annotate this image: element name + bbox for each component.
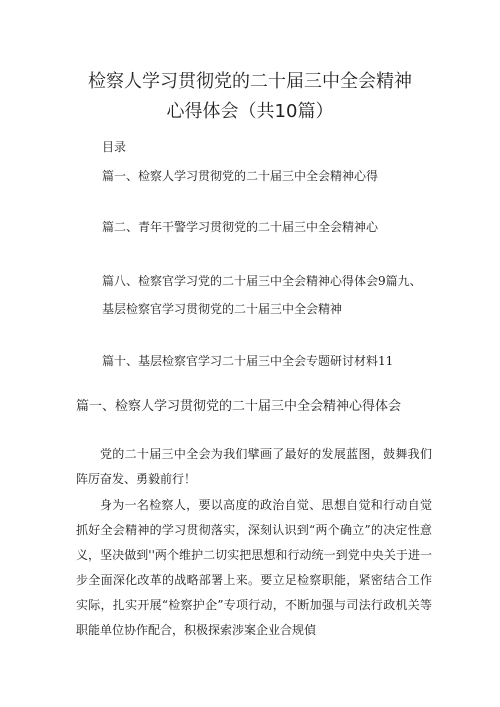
toc-label: 目录 [102,140,127,154]
section-heading: 篇一、检察人学习贯彻党的二十届三中全会精神心得体会 [76,399,402,414]
body-paragraph: 党的二十届三中全会为我们擘画了最好的发展蓝图，鼓舞我们阵厉奋发、勇毅前行！ [76,447,432,486]
toc-item: 篇十、基层检察官学习二十届三中全会专题研讨材料11 [102,354,394,368]
body-paragraph: 身为一名检察人，要以高度的政治自觉、思想自觉和行动自觉抓好全会精神的学习贯彻落实，深刻认识到“两个确立”的决定性意义，坚决做到''两个维护二切实把思想和行动统一到党中央关于进一步全面深化改革的战略部署上来。要立足检察职能，紧密结合工作实际，扎实开展“检察护企”专项行动，不断加强与司法行政机关等职能单位协作配合，积极探索涉案企业合规偵 [76,498,432,637]
document-title-line-2: 心得体会（共10篇） [166,101,334,122]
toc-item: 篇八、检察官学习党的二十届三中全会精神心得体会9篇九、 [102,274,422,288]
toc-item: 篇一、检察人学习贯彻党的二十届三中全会精神心得 [102,169,379,183]
toc-item: 篇二、青年干警学习贯彻党的二十届三中全会精神心 [102,220,379,234]
document-title-line-1: 检察人学习贯彻党的二十届三中全会精神 [88,71,412,92]
toc-item: 基层检察官学习贯彻党的二十届三中全会精神 [102,302,343,316]
